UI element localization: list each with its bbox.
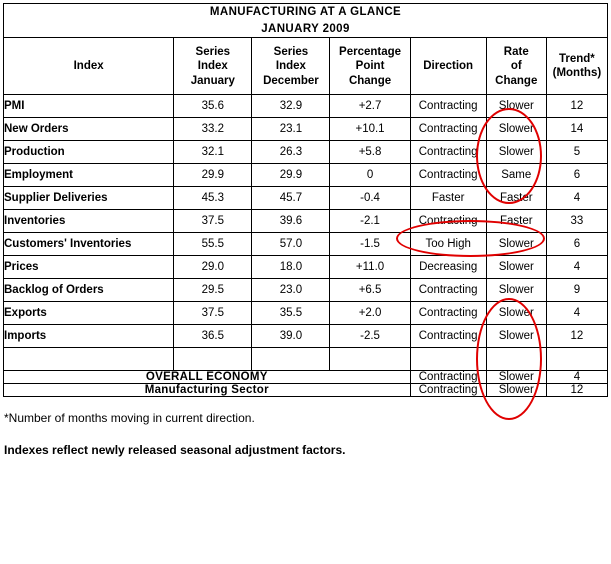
- series-jan-line-1: Series: [195, 45, 231, 58]
- row-label: Inventories: [4, 210, 174, 233]
- cell-direction: Decreasing: [410, 256, 486, 279]
- cell-rate-of-change: Slower: [486, 325, 546, 348]
- cell-trend-months: 6: [546, 164, 607, 187]
- table-row: [4, 164, 608, 187]
- series-dec-line-2: Index: [275, 60, 306, 73]
- summary-row-overall-economy: [4, 371, 608, 384]
- column-header-trend-months: [546, 38, 607, 95]
- table-row: [4, 141, 608, 164]
- spacer-cell: [252, 348, 330, 371]
- cell-rate-of-change: Faster: [486, 210, 546, 233]
- cell-series-index-january: 35.6: [174, 95, 252, 118]
- footnote-trend: *Number of months moving in current direction.: [4, 411, 255, 426]
- column-header-rate-of-change: [486, 38, 546, 95]
- cell-rate-of-change: Slower: [486, 95, 546, 118]
- table-row: [4, 187, 608, 210]
- row-label: Backlog of Orders: [4, 279, 174, 302]
- cell-series-index-january: 55.5: [174, 233, 252, 256]
- cell-series-index-january: 45.3: [174, 187, 252, 210]
- cell-series-index-january: 29.5: [174, 279, 252, 302]
- column-header-index: Index: [4, 38, 174, 95]
- table-row: [4, 118, 608, 141]
- table-row: [4, 302, 608, 325]
- table-title-row: [4, 4, 608, 38]
- cell-series-index-january: 33.2: [174, 118, 252, 141]
- cell-direction: Contracting: [410, 210, 486, 233]
- cell-series-index-december: 23.0: [252, 279, 330, 302]
- cell-direction: Contracting: [410, 371, 486, 384]
- summary-row-manufacturing-sector: [4, 384, 608, 397]
- series-jan-line-2: Index: [197, 60, 228, 73]
- cell-direction: Too High: [410, 233, 486, 256]
- cell-rate-of-change: Slower: [486, 256, 546, 279]
- cell-trend-months: 9: [546, 279, 607, 302]
- series-jan-line-3: January: [190, 74, 235, 87]
- cell-series-index-december: 18.0: [252, 256, 330, 279]
- spacer-cell: [486, 348, 546, 371]
- title-line-1: MANUFACTURING AT A GLANCE: [209, 6, 402, 18]
- cell-series-index-december: 45.7: [252, 187, 330, 210]
- cell-series-index-january: 32.1: [174, 141, 252, 164]
- spacer-cell: [410, 348, 486, 371]
- cell-percentage-point-change: +11.0: [330, 256, 410, 279]
- table-header-row: [4, 38, 608, 95]
- trend-line-1: Trend*: [559, 52, 595, 65]
- row-label: Customers' Inventories: [4, 233, 174, 256]
- cell-trend-months: 33: [546, 210, 607, 233]
- cell-trend-months: 4: [546, 187, 607, 210]
- manufacturing-at-a-glance-page: [0, 3, 611, 564]
- spacer-row: [4, 348, 608, 371]
- cell-percentage-point-change: -0.4: [330, 187, 410, 210]
- cell-series-index-january: 29.9: [174, 164, 252, 187]
- cell-percentage-point-change: +5.8: [330, 141, 410, 164]
- cell-percentage-point-change: +2.7: [330, 95, 410, 118]
- footnote-seasonal-adjustment: Indexes reflect newly released seasonal adjustment factors.: [4, 443, 346, 458]
- cell-percentage-point-change: +10.1: [330, 118, 410, 141]
- cell-percentage-point-change: -1.5: [330, 233, 410, 256]
- cell-rate-of-change: Slower: [486, 233, 546, 256]
- row-label: New Orders: [4, 118, 174, 141]
- cell-direction: Contracting: [410, 118, 486, 141]
- cell-direction: Contracting: [410, 325, 486, 348]
- cell-trend-months: 4: [546, 256, 607, 279]
- cell-percentage-point-change: -2.1: [330, 210, 410, 233]
- cell-rate-of-change: Slower: [486, 279, 546, 302]
- rate-line-1: Rate: [503, 45, 529, 58]
- cell-rate-of-change: Slower: [486, 141, 546, 164]
- cell-trend-months: 4: [546, 302, 607, 325]
- row-label: Employment: [4, 164, 174, 187]
- cell-trend-months: 12: [546, 384, 607, 397]
- row-label: Prices: [4, 256, 174, 279]
- table-row: [4, 256, 608, 279]
- cell-series-index-december: 23.1: [252, 118, 330, 141]
- cell-percentage-point-change: -2.5: [330, 325, 410, 348]
- cell-series-index-december: 57.0: [252, 233, 330, 256]
- cell-rate-of-change: Faster: [486, 187, 546, 210]
- rate-line-3: Change: [495, 74, 538, 87]
- cell-direction: Contracting: [410, 164, 486, 187]
- summary-label: OVERALL ECONOMY: [4, 371, 411, 384]
- column-header-series-index-january: [174, 38, 252, 95]
- table-row: [4, 210, 608, 233]
- cell-direction: Contracting: [410, 302, 486, 325]
- rate-line-2: of: [510, 60, 522, 73]
- spacer-cell: [330, 348, 410, 371]
- cell-trend-months: 14: [546, 118, 607, 141]
- cell-direction: Contracting: [410, 384, 486, 397]
- cell-rate-of-change: Slower: [486, 118, 546, 141]
- column-header-percentage-point-change: [330, 38, 410, 95]
- cell-series-index-january: 37.5: [174, 302, 252, 325]
- cell-series-index-december: 32.9: [252, 95, 330, 118]
- cell-rate-of-change: Same: [486, 164, 546, 187]
- series-dec-line-3: December: [263, 74, 319, 87]
- cell-trend-months: 6: [546, 233, 607, 256]
- title-line-2: JANUARY 2009: [261, 22, 350, 35]
- cell-trend-months: 5: [546, 141, 607, 164]
- cell-trend-months: 4: [546, 371, 607, 384]
- row-label: Supplier Deliveries: [4, 187, 174, 210]
- series-dec-line-1: Series: [273, 45, 309, 58]
- cell-series-index-december: 39.0: [252, 325, 330, 348]
- table-row: [4, 95, 608, 118]
- row-label: Production: [4, 141, 174, 164]
- cell-series-index-december: 26.3: [252, 141, 330, 164]
- cell-direction: Contracting: [410, 95, 486, 118]
- pct-line-2: Point: [355, 60, 385, 73]
- row-label: PMI: [4, 95, 174, 118]
- cell-series-index-december: 35.5: [252, 302, 330, 325]
- table-row: [4, 233, 608, 256]
- cell-direction: Contracting: [410, 141, 486, 164]
- cell-trend-months: 12: [546, 95, 607, 118]
- cell-percentage-point-change: 0: [330, 164, 410, 187]
- cell-series-index-december: 39.6: [252, 210, 330, 233]
- trend-line-2: (Months): [552, 67, 602, 80]
- table-row: [4, 279, 608, 302]
- cell-percentage-point-change: +2.0: [330, 302, 410, 325]
- row-label: Imports: [4, 325, 174, 348]
- cell-series-index-december: 29.9: [252, 164, 330, 187]
- table-row: [4, 325, 608, 348]
- cell-rate-of-change: Slower: [486, 371, 546, 384]
- pct-line-1: Percentage: [339, 45, 402, 58]
- column-header-direction: Direction: [410, 38, 486, 95]
- cell-rate-of-change: Slower: [486, 384, 546, 397]
- spacer-cell: [546, 348, 607, 371]
- cell-series-index-january: 37.5: [174, 210, 252, 233]
- cell-series-index-january: 36.5: [174, 325, 252, 348]
- table-title: [4, 4, 608, 38]
- cell-direction: Contracting: [410, 279, 486, 302]
- cell-direction: Faster: [410, 187, 486, 210]
- cell-series-index-january: 29.0: [174, 256, 252, 279]
- cell-trend-months: 12: [546, 325, 607, 348]
- spacer-cell: [4, 348, 174, 371]
- row-label: Exports: [4, 302, 174, 325]
- pct-line-3: Change: [348, 74, 392, 87]
- manufacturing-at-a-glance-table: [3, 3, 608, 397]
- cell-rate-of-change: Slower: [486, 302, 546, 325]
- column-header-series-index-december: [252, 38, 330, 95]
- summary-label: Manufacturing Sector: [4, 384, 411, 397]
- spacer-cell: [174, 348, 252, 371]
- cell-percentage-point-change: +6.5: [330, 279, 410, 302]
